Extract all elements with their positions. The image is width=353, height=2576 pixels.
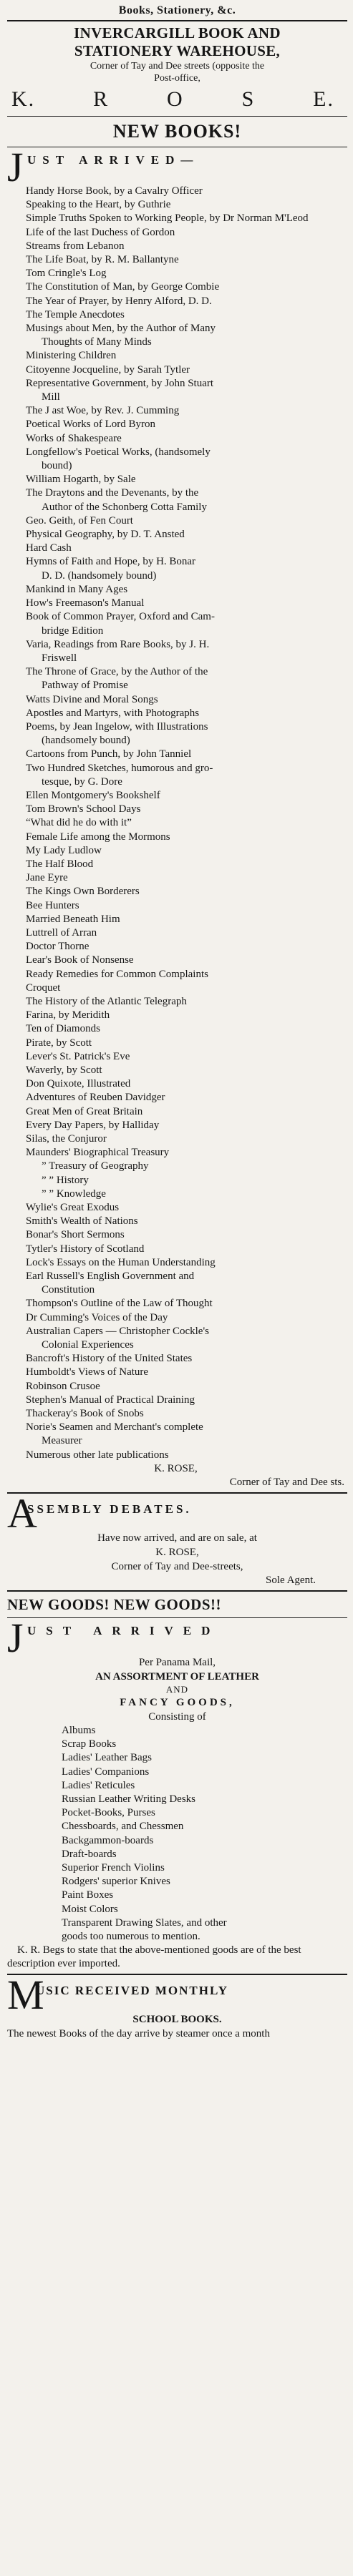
signature-name: K. ROSE, xyxy=(154,1462,198,1474)
divider xyxy=(7,1974,347,1975)
book-list-item: Numerous other late publications xyxy=(26,1449,169,1461)
book-list-item: Married Beneath Him xyxy=(26,913,120,925)
book-list-item: The Draytons and the Devenants, by the xyxy=(26,487,199,499)
proprietor-letter: O xyxy=(167,87,184,111)
ad-book-warehouse xyxy=(7,24,347,1489)
goods-list-item: Draft-boards xyxy=(62,1848,117,1860)
book-list-item: D. D. (handsomely bound) xyxy=(42,569,157,582)
arrived-text: UST ARRIVED— xyxy=(27,153,200,167)
book-list-item: Wylie's Great Exodus xyxy=(26,1202,120,1214)
book-list-item: Bancroft's History of the United States xyxy=(26,1353,193,1365)
goods-arrived-heading xyxy=(7,1614,347,1661)
goods-list-item: Russian Leather Writing Desks xyxy=(62,1793,196,1805)
goods-consisting: Consisting of xyxy=(148,1710,206,1723)
ad-new-goods xyxy=(7,1595,347,1971)
goods-per-mail: Per Panama Mail, xyxy=(138,1656,216,1668)
book-list-item: Tytler's History of Scotland xyxy=(26,1243,145,1255)
drop-cap: M xyxy=(7,1972,44,2019)
assembly-line: Have now arrived, and are on sale, at xyxy=(97,1532,257,1544)
drop-cap: A xyxy=(7,1489,37,1537)
divider xyxy=(7,116,347,117)
ad-assembly-debates xyxy=(7,1489,347,1587)
book-list-item: Musings about Men, by the Author of Many xyxy=(26,323,216,335)
book-list-item: Ready Remedies for Common Complaints xyxy=(26,968,208,980)
assembly-heading-text: SSEMBLY DEBATES. xyxy=(27,1502,192,1516)
book-list-item: Poems, by Jean Ingelow, with Illustrations xyxy=(26,720,208,733)
book-list-item: Mill xyxy=(42,391,60,403)
book-list-item: Speaking to the Heart, by Guthrie xyxy=(26,199,171,211)
book-list-item: Luttrell of Arran xyxy=(26,926,97,939)
book-list-item: ” ” History xyxy=(42,1174,89,1186)
book-list-item: Handy Horse Book, by a Cavalry Officer xyxy=(26,185,203,197)
book-list-item: Constitution xyxy=(42,1284,95,1296)
book-list-item: Smith's Wealth of Nations xyxy=(26,1215,138,1228)
book-list-item: The Kings Own Borderers xyxy=(26,886,140,898)
drop-cap: J xyxy=(7,144,24,190)
book-list-item: The Constitution of Man, by George Combie xyxy=(26,281,220,293)
book-list-item: Every Day Papers, by Halliday xyxy=(26,1119,160,1131)
goods-note: K. R. Begs to state that the above-mentioned goods are of the best description ever imported. xyxy=(7,1944,301,1970)
goods-list xyxy=(62,1724,347,1944)
book-list-item: Thompson's Outline of the Law of Thought xyxy=(26,1298,213,1310)
book-list-item: Waverly, by Scott xyxy=(26,1064,102,1076)
book-list-item: Measurer xyxy=(42,1435,82,1447)
assembly-role: Sole Agent. xyxy=(266,1574,316,1586)
book-list-item: Maunders' Biographical Treasury xyxy=(26,1147,170,1159)
signature-address: Corner of Tay and Dee sts. xyxy=(229,1476,344,1488)
book-list-item: Lock's Essays on the Human Understanding xyxy=(26,1256,216,1268)
book-list-item: Bee Hunters xyxy=(26,899,79,911)
book-list-item: Cartoons from Punch, by John Tanniel xyxy=(26,748,192,760)
goods-list-item: Backgammon-boards xyxy=(62,1834,154,1846)
book-list-item: The History of the Atlantic Telegraph xyxy=(26,995,187,1007)
goods-and: AND xyxy=(165,1683,189,1695)
book-list-item: Humboldt's Views of Nature xyxy=(26,1366,149,1378)
goods-list-item: Superior French Violins xyxy=(62,1861,165,1874)
book-list-item: Longfellow's Poetical Works, (handsomely xyxy=(26,446,211,458)
book-list-item: Streams from Lebanon xyxy=(26,240,125,252)
ad-music xyxy=(7,1972,347,2041)
book-list-item: Works of Shakespeare xyxy=(26,432,122,444)
book-list-item: Hard Cash xyxy=(26,542,72,554)
book-list-item: The Life Boat, by R. M. Ballantyne xyxy=(26,254,179,266)
book-list-item: Earl Russell's English Government and xyxy=(26,1270,195,1283)
book-list-item: Hymns of Faith and Hope, by H. Bonar xyxy=(26,556,196,568)
goods-list-item: goods too numerous to mention. xyxy=(62,1930,200,1942)
book-list-item: The Throne of Grace, by the Author of the xyxy=(26,666,208,678)
book-list-item: Citoyenne Jocqueline, by Sarah Tytler xyxy=(26,363,190,376)
book-list-item: Ellen Montgomery's Bookshelf xyxy=(26,789,160,801)
book-list-item: Robinson Crusoe xyxy=(26,1380,100,1392)
book-list-item: Pirate, by Scott xyxy=(26,1037,92,1049)
book-list-item: Adventures of Reuben Davidger xyxy=(26,1092,165,1104)
book-list-item: Farina, by Meridith xyxy=(26,1009,110,1022)
book-list-item: Life of the last Duchess of Gordon xyxy=(26,226,175,238)
goods-list-item: Ladies' Reticules xyxy=(62,1779,135,1791)
goods-fancy: FANCY GOODS, xyxy=(120,1696,235,1708)
book-list-item: Jane Eyre xyxy=(26,872,68,884)
book-list-item: Watts Divine and Moral Songs xyxy=(26,693,158,705)
book-list-item: Simple Truths Spoken to Working People, by Dr Norman M'Leod xyxy=(26,212,309,225)
book-list-item: Thoughts of Many Minds xyxy=(42,336,152,348)
goods-list-item: Chessboards, and Chessmen xyxy=(62,1821,184,1833)
book-list-item: Colonial Experiences xyxy=(42,1339,134,1351)
book-list-item: Female Life among the Mormons xyxy=(26,831,170,843)
goods-assortment: AN ASSORTMENT OF LEATHER xyxy=(95,1670,259,1683)
divider xyxy=(7,1492,347,1494)
book-list-item: tesque, by G. Dore xyxy=(42,775,122,788)
ad-title-line2: STATIONERY WAREHOUSE, xyxy=(74,42,281,59)
book-list-item: Ministering Children xyxy=(26,350,117,362)
book-list-item: Book of Common Prayer, Oxford and Cam- xyxy=(26,611,215,623)
goods-list-item: Pocket-Books, Purses xyxy=(62,1807,155,1819)
book-list-item: Doctor Thorne xyxy=(26,941,90,953)
book-list-item: “What did he do with it” xyxy=(26,817,132,829)
book-list-item: bound) xyxy=(42,460,72,472)
music-heading-text: USIC RECEIVED MONTHLY xyxy=(36,1984,229,1998)
book-list-item: Croquet xyxy=(26,981,61,994)
divider xyxy=(7,1617,347,1618)
music-line: The newest Books of the day arrive by steamer once a month xyxy=(7,2028,270,2040)
goods-list-item: Ladies' Companions xyxy=(62,1766,150,1778)
book-list-item: The Half Blood xyxy=(26,858,94,870)
book-list-item: Geo. Geith, of Fen Court xyxy=(26,514,133,527)
book-list-item: Varia, Readings from Rare Books, by J. H. xyxy=(26,638,210,650)
ad-banner: NEW BOOKS! xyxy=(112,121,242,142)
goods-list-item: Paint Boxes xyxy=(62,1889,114,1901)
book-list-item: Lear's Book of Nonsense xyxy=(26,954,134,966)
book-list-item: Ten of Diamonds xyxy=(26,1023,100,1035)
proprietor-letter: R xyxy=(93,87,110,111)
proprietor-letter: K. xyxy=(11,87,36,111)
book-list-item: My Lady Ludlow xyxy=(26,844,102,856)
book-list-item: ” Treasury of Geography xyxy=(42,1160,149,1172)
ad-title-line1: INVERCARGILL BOOK AND xyxy=(74,24,281,41)
book-list-item: Bonar's Short Sermons xyxy=(26,1229,125,1241)
book-list-item: Tom Brown's School Days xyxy=(26,803,141,816)
book-list-item: Tom Cringle's Log xyxy=(26,268,107,280)
ad-address-line2: Post-office, xyxy=(154,73,200,84)
book-list-item: Thackeray's Book of Snobs xyxy=(26,1408,144,1420)
book-list-item: William Hogarth, by Sale xyxy=(26,474,136,486)
book-list-item: Two Hundred Sketches, humorous and gro- xyxy=(26,762,213,774)
goods-list-item: Transparent Drawing Slates, and other xyxy=(62,1916,227,1929)
goods-list-item: Albums xyxy=(62,1724,96,1736)
goods-heading: NEW GOODS! NEW GOODS!! xyxy=(7,1595,222,1613)
music-heading xyxy=(7,1972,347,2019)
ad-address-line1: Corner of Tay and Dee streets (opposite the xyxy=(90,61,265,72)
book-list-item: Lever's St. Patrick's Eve xyxy=(26,1050,130,1062)
book-list-item: Great Men of Great Britain xyxy=(26,1105,143,1117)
book-list-item: How's Freemason's Manual xyxy=(26,597,145,609)
arrived-heading xyxy=(7,144,347,190)
goods-list-item: Scrap Books xyxy=(62,1738,117,1750)
book-list-item: bridge Edition xyxy=(42,625,104,637)
goods-arrived-text: UST ARRIVED xyxy=(27,1623,221,1637)
book-list-item: Physical Geography, by D. T. Ansted xyxy=(26,529,185,541)
drop-cap: J xyxy=(7,1614,24,1661)
book-list-item: Dr Cumming's Voices of the Day xyxy=(26,1311,168,1323)
book-list-item: Apostles and Martyrs, with Photographs xyxy=(26,707,200,719)
divider xyxy=(7,1590,347,1592)
section-header: Books, Stationery, &c. xyxy=(118,4,236,16)
assembly-address: Corner of Tay and Dee-streets, xyxy=(111,1560,243,1572)
book-list-item: Mankind in Many Ages xyxy=(26,583,128,595)
book-list-item: Don Quixote, Illustrated xyxy=(26,1078,131,1090)
book-list-item: Silas, the Conjuror xyxy=(26,1133,107,1145)
assembly-name: K. ROSE, xyxy=(155,1546,199,1558)
book-list-item: The Temple Anecdotes xyxy=(26,308,125,320)
goods-list-item: Ladies' Leather Bags xyxy=(62,1752,152,1764)
book-list-item: Norie's Seamen and Merchant's complete xyxy=(26,1421,203,1434)
book-list-item: Stephen's Manual of Practical Draining xyxy=(26,1394,195,1406)
book-list-item: The J ast Woe, by Rev. J. Cumming xyxy=(26,405,180,417)
music-sub: SCHOOL BOOKS. xyxy=(132,2014,222,2026)
proprietor-letter: S xyxy=(241,87,256,111)
book-list-item: Author of the Schonberg Cotta Family xyxy=(42,501,207,513)
book-list-item: ” ” Knowledge xyxy=(42,1187,106,1200)
book-list-item: Poetical Works of Lord Byron xyxy=(26,418,155,431)
book-list-item: Friswell xyxy=(42,652,77,664)
book-list-item: Representative Government, by John Stuart xyxy=(26,377,214,389)
divider xyxy=(7,20,347,21)
book-list-item: Australian Capers — Christopher Cockle's xyxy=(26,1325,209,1337)
book-list xyxy=(26,185,347,1462)
proprietor-name xyxy=(7,84,347,113)
book-list-item: Pathway of Promise xyxy=(42,680,128,692)
proprietor-letter: E. xyxy=(313,87,334,111)
goods-list-item: Rodgers' superior Knives xyxy=(62,1876,170,1888)
book-list-item: The Year of Prayer, by Henry Alford, D. D. xyxy=(26,295,212,307)
assembly-heading xyxy=(7,1489,347,1537)
goods-list-item: Moist Colors xyxy=(62,1903,118,1915)
book-list-item: (handsomely bound) xyxy=(42,735,130,747)
